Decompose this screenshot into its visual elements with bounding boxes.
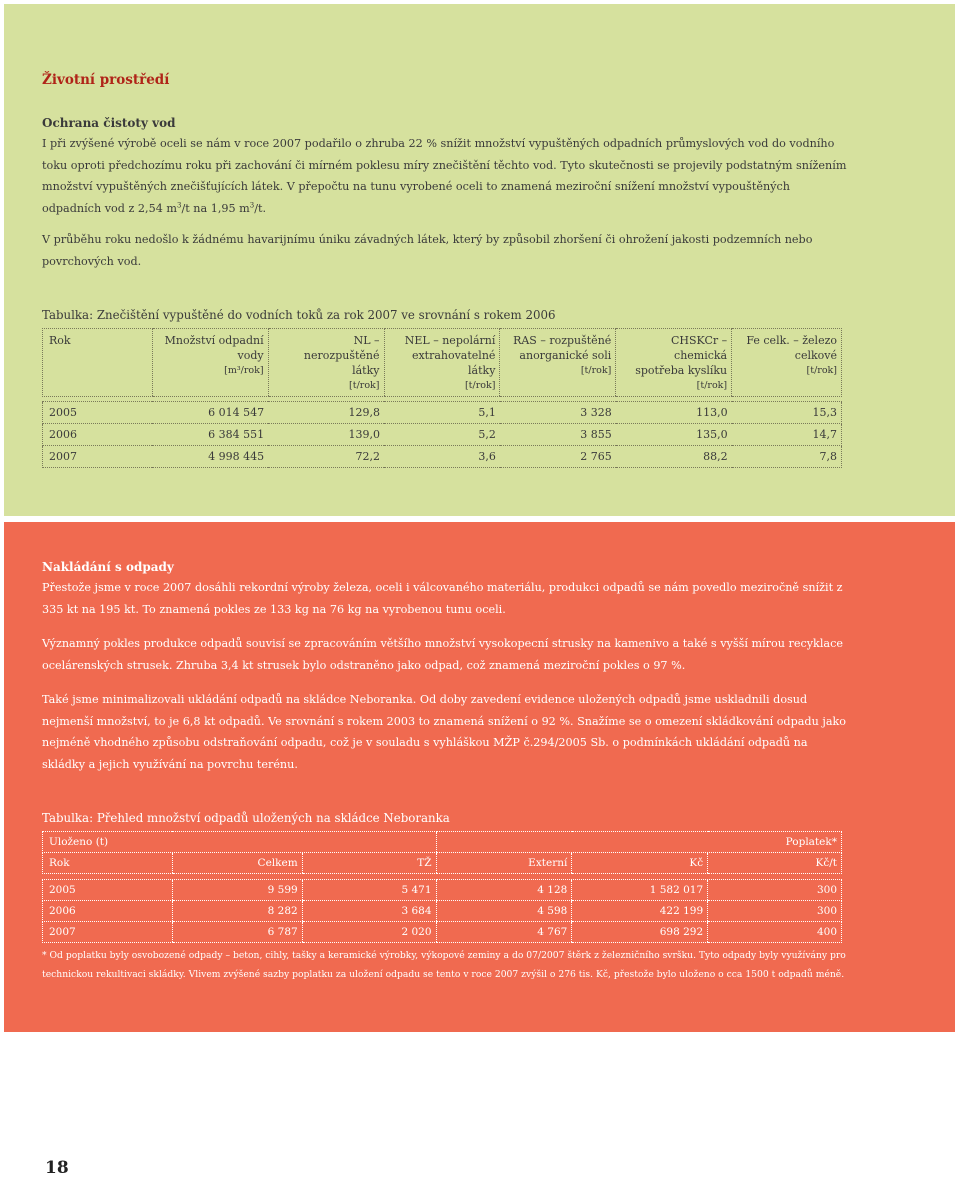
- column-header: Rok: [43, 853, 173, 874]
- pollution-table: [42, 328, 842, 468]
- table-row: [43, 922, 842, 943]
- table-cell: 2005: [43, 880, 173, 901]
- table-cell: 3 855: [500, 424, 616, 446]
- table-cell: 8 282: [172, 901, 302, 922]
- table-cell: 4 767: [436, 922, 572, 943]
- water-protection-title: Ochrana čistoty vod: [42, 116, 176, 130]
- section-title: Životní prostředí: [42, 72, 170, 88]
- pollution-table-block: [42, 308, 842, 468]
- table-cell: 4 598: [436, 901, 572, 922]
- table-cell: 2007: [43, 922, 173, 943]
- table-cell: 88,2: [616, 446, 732, 468]
- table-cell: 2007: [43, 446, 153, 468]
- table-row: [43, 880, 842, 901]
- column-header: Rok: [43, 329, 153, 397]
- table-cell: 300: [708, 880, 842, 901]
- table-group-header-row: [43, 832, 842, 853]
- column-header: Množství odpadní vody [m³/rok]: [152, 329, 268, 397]
- water-paragraph-2: V průběhu roku nedošlo k žádnému havarijnímu úniku závadných látek, který by způsobil zhoršení či ohrožení jakosti podzemních nebo povrchových vod.: [42, 233, 813, 268]
- table-cell: 14,7: [732, 424, 842, 446]
- table-cell: 6 787: [172, 922, 302, 943]
- column-header: TŽ: [302, 853, 436, 874]
- page-number: 18: [45, 1158, 69, 1178]
- table-cell: 5,2: [384, 424, 500, 446]
- column-header: Celkem: [172, 853, 302, 874]
- waste-title: Nakládání s odpady: [42, 560, 174, 574]
- footnote-block: [42, 946, 852, 984]
- table-cell: 4 998 445: [152, 446, 268, 468]
- table-cell: 2006: [43, 901, 173, 922]
- table-cell: 3 328: [500, 402, 616, 424]
- table-row: [43, 446, 842, 468]
- table-cell: 7,8: [732, 446, 842, 468]
- table-cell: 6 384 551: [152, 424, 268, 446]
- table-row: [43, 402, 842, 424]
- column-header: NL – nerozpuštěné látky [t/rok]: [268, 329, 384, 397]
- group-header-fee: Poplatek*: [436, 832, 842, 853]
- landfill-table: [42, 831, 842, 943]
- column-header: Kč/t: [708, 853, 842, 874]
- group-header-stored: Uloženo (t): [43, 832, 437, 853]
- table-cell: 3 684: [302, 901, 436, 922]
- waste-paragraph-1: Přestože jsme v roce 2007 dosáhli rekordní výroby železa, oceli i válcovaného materiálu, produkci odpadů se nám povedlo meziročně snížit z 335 kt na 195 kt. To znamená pokles ze 133 kg na 76 kg na vyrobenou tunu oceli.: [42, 581, 843, 616]
- table-cell: 698 292: [572, 922, 708, 943]
- water-protection-block: [42, 116, 848, 219]
- column-header: Externí: [436, 853, 572, 874]
- table-cell: 2 020: [302, 922, 436, 943]
- table-cell: 2 765: [500, 446, 616, 468]
- table-cell: 1 582 017: [572, 880, 708, 901]
- landfill-table-block: [42, 811, 842, 943]
- table-cell: 72,2: [268, 446, 384, 468]
- waste-paragraph-2: Významný pokles produkce odpadů souvisí se zpracováním většího množství vysokopecní strusky na kamenivo a také s vyšší mírou recyklace ocelárenských strusek. Zhruba 3,4 kt strusek bylo odstraněno jako odpad, což znamená meziroční pokles o 97 %.: [42, 637, 843, 672]
- table-row: [43, 901, 842, 922]
- table-header-row: [43, 329, 842, 397]
- table-cell: 5,1: [384, 402, 500, 424]
- table-cell: 4 128: [436, 880, 572, 901]
- waste-paragraph-3: Také jsme minimalizovali ukládání odpadů na skládce Neboranka. Od doby zavedení evidence uložených odpadů jsme uskladnili dosud nejmenší množství, to je 6,8 kt odpadů. Ve srovnání s rokem 2003 to znamená snížení o 92 %. Snažíme se o omezení skládkování odpadu jako nejméně vhodného způsobu odstraňování odpadu, což je v souladu s vyhláškou MŽP č.294/2005 Sb. o podmínkách ukládání odpadů na skládky a jejich využívání na povrchu terénu.: [42, 693, 847, 771]
- table-cell: 400: [708, 922, 842, 943]
- table-cell: 2005: [43, 402, 153, 424]
- column-header: RAS – rozpuštěné anorganické soli [t/rok]: [500, 329, 616, 397]
- landfill-table-caption: Tabulka: Přehled množství odpadů uložených na skládce Neboranka: [42, 811, 450, 825]
- table-cell: 300: [708, 901, 842, 922]
- water-paragraph-1: I při zvýšené výrobě oceli se nám v roce 2007 podařilo o zhruba 22 % snížit množství vypuštěných odpadních průmyslových vod do vodního toku oproti předchozímu roku při zachování či mírném poklesu míry znečištění těchto vod. Tyto skutečnosti se projevily podstatným snížením množství vypuštěných znečišťujících látek. V přepočtu na tunu vyrobené oceli to znamená meziroční snížení množství vypouštěných odpadních vod z 2,54 $m^3/t$ na 1,95 $m^3/t$.: [42, 137, 847, 215]
- waste-block: [42, 560, 852, 775]
- table-cell: 113,0: [616, 402, 732, 424]
- water-paragraph-2-block: [42, 229, 848, 272]
- table-cell: 9 599: [172, 880, 302, 901]
- column-header: Fe celk. – železo celkové [t/rok]: [732, 329, 842, 397]
- table-cell: 3,6: [384, 446, 500, 468]
- column-header: Kč: [572, 853, 708, 874]
- table-cell: 6 014 547: [152, 402, 268, 424]
- column-header: NEL – nepolární extrahovatelné látky [t/rok]: [384, 329, 500, 397]
- table-cell: 5 471: [302, 880, 436, 901]
- fee-footnote: * Od poplatku byly osvobozené odpady – beton, cihly, tašky a keramické výrobky, výkopové zeminy a do 07/2007 štěrk z železničního svršku. Tyto odpady byly využívány pro technickou rekultivaci skládky. Vlivem zvýšené sazby poplatku za uložení odpadu se tento v roce 2007 zvýšil o 276 tis. Kč, přestože bylo uloženo o cca 1500 t odpadů méně.: [42, 950, 846, 980]
- table-cell: 2006: [43, 424, 153, 446]
- table-cell: 422 199: [572, 901, 708, 922]
- table-cell: 135,0: [616, 424, 732, 446]
- table-header-row: [43, 853, 842, 874]
- pollution-table-caption: Tabulka: Znečištění vypuštěné do vodních toků za rok 2007 ve srovnání s rokem 2006: [42, 308, 556, 322]
- table-row: [43, 424, 842, 446]
- table-cell: 139,0: [268, 424, 384, 446]
- table-cell: 129,8: [268, 402, 384, 424]
- column-header: CHSKCr – chemická spotřeba kyslíku [t/rok]: [616, 329, 732, 397]
- table-cell: 15,3: [732, 402, 842, 424]
